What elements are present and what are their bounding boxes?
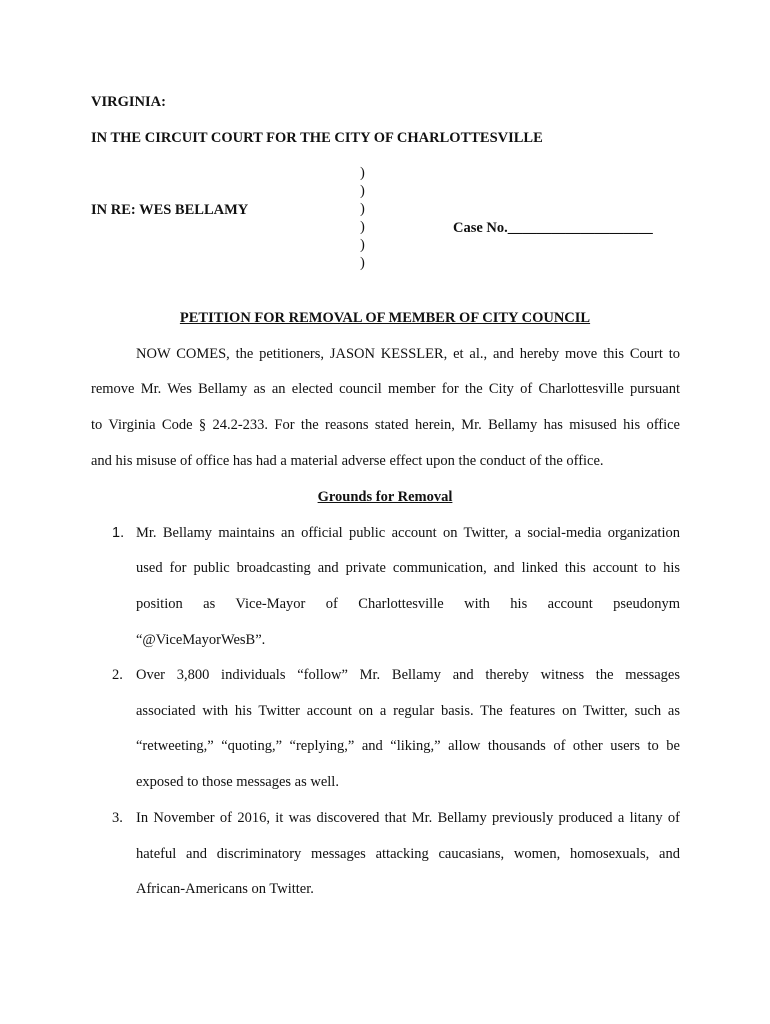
caption-paren: ) <box>360 201 365 217</box>
caption-paren: ) <box>360 183 365 199</box>
caption-paren: ) <box>360 219 365 235</box>
list-item-line: position as Vice-Mayor of Charlottesville with his account pseudonym <box>136 596 680 612</box>
list-item-line: Mr. Bellamy maintains an official public account on Twitter, a social-media organization <box>136 525 680 541</box>
paragraph-line: and his misuse of office has had a material adverse effect upon the conduct of the office. <box>91 453 604 469</box>
list-item-line: exposed to those messages as well. <box>136 774 339 790</box>
list-item-line: In November of 2016, it was discovered that Mr. Bellamy previously produced a litany of <box>136 810 680 826</box>
list-item-line: African-Americans on Twitter. <box>136 881 314 897</box>
paragraph-line: remove Mr. Wes Bellamy as an elected council member for the City of Charlottesville pursuant <box>91 381 680 397</box>
state-heading: VIRGINIA: <box>91 94 166 110</box>
caption-paren: ) <box>360 165 365 181</box>
case-number-field: Case No.____________________ <box>453 220 653 236</box>
list-item-line: “@ViceMayorWesB”. <box>136 632 266 648</box>
list-item-line: “retweeting,” “quoting,” “replying,” and “liking,” allow thousands of other users to be <box>136 738 680 754</box>
list-item-number: 2. <box>112 667 123 683</box>
paragraph-line: to Virginia Code § 24.2-233. For the reasons stated herein, Mr. Bellamy has misused his office <box>91 417 680 433</box>
in-re-party: IN RE: WES BELLAMY <box>91 202 249 218</box>
list-item-line: used for public broadcasting and private communication, and linked this account to his <box>136 560 680 576</box>
court-heading: IN THE CIRCUIT COURT FOR THE CITY OF CHARLOTTESVILLE <box>91 130 543 146</box>
caption-paren: ) <box>360 255 365 271</box>
paragraph-line: NOW COMES, the petitioners, JASON KESSLER, et al., and hereby move this Court to <box>136 346 680 362</box>
list-item-line: Over 3,800 individuals “follow” Mr. Bellamy and thereby witness the messages <box>136 667 680 683</box>
list-item-number: 1. <box>112 525 125 541</box>
list-item-line: associated with his Twitter account on a regular basis. The features on Twitter, such as <box>136 703 680 719</box>
list-item-number: 3. <box>112 810 123 826</box>
caption-paren: ) <box>360 237 365 253</box>
document-title: PETITION FOR REMOVAL OF MEMBER OF CITY COUNCIL <box>179 310 591 326</box>
list-item-line: hateful and discriminatory messages attacking caucasians, women, homosexuals, and <box>136 846 680 862</box>
section-heading: Grounds for Removal <box>317 489 453 505</box>
